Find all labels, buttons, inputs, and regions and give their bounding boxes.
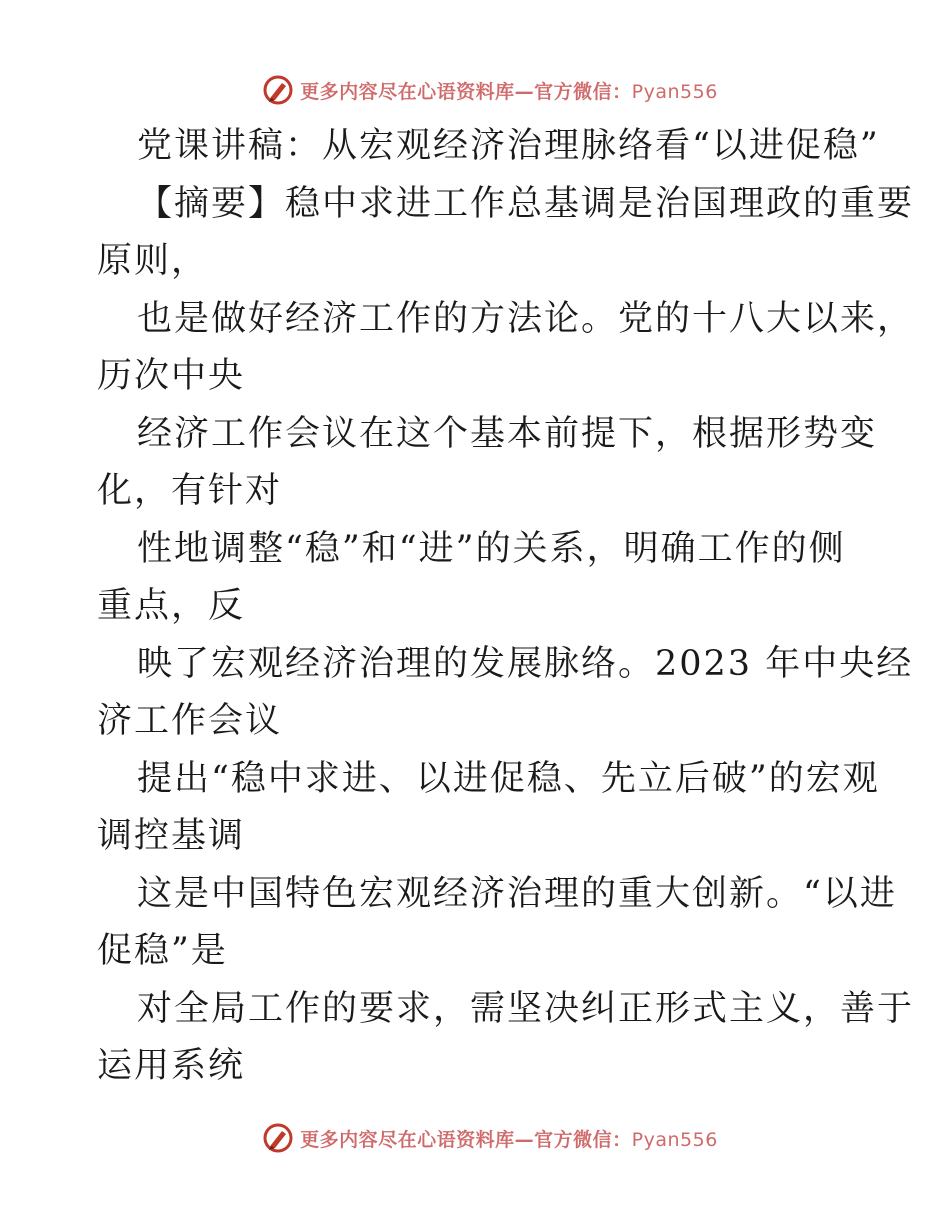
watermark-wechat-id: Pyan556 bbox=[631, 80, 718, 103]
text-line: 促稳”是 bbox=[97, 931, 228, 971]
watermark-text: 更多内容尽在心语资料库—官方微信： bbox=[300, 1128, 632, 1151]
watermark-footer bbox=[0, 1118, 950, 1158]
watermark-header bbox=[0, 70, 950, 110]
text-line: 运用系统 bbox=[97, 1046, 246, 1086]
text-line: 化，有针对 bbox=[97, 471, 283, 511]
pen-logo-icon bbox=[262, 1122, 294, 1154]
watermark-text: 更多内容尽在心语资料库—官方微信： bbox=[300, 80, 632, 103]
watermark-wechat-id: Pyan556 bbox=[631, 1128, 718, 1151]
pen-logo-icon bbox=[262, 74, 294, 106]
text-line: 调控基调 bbox=[97, 816, 246, 856]
text-line: 重点，反 bbox=[97, 586, 246, 626]
text-line: 性地调整“稳”和“进”的关系，明确工作的侧 bbox=[137, 528, 846, 569]
document-body bbox=[97, 118, 915, 1096]
text-line: 济工作会议 bbox=[97, 701, 283, 741]
text-line: 提出“稳中求进、以进促稳、先立后破”的宏观 bbox=[137, 758, 880, 799]
text-line: 也是做好经济工作的方法论。党的十八大以来， bbox=[137, 298, 915, 339]
text-line: 这是中国特色宏观经济治理的重大创新。“以进 bbox=[137, 873, 897, 914]
text-line: 【摘要】稳中求进工作总基调是治国理政的重要 bbox=[137, 183, 915, 224]
text-line: 历次中央 bbox=[97, 356, 246, 396]
text-line: 经济工作会议在这个基本前提下，根据形势变 bbox=[137, 413, 878, 454]
text-line: 映了宏观经济治理的发展脉络。2023 年中央经 bbox=[137, 643, 914, 684]
text-line: 原则， bbox=[97, 241, 209, 281]
text-line: 对全局工作的要求，需坚决纠正形式主义，善于 bbox=[137, 988, 915, 1029]
text-line: 党课讲稿：从宏观经济治理脉络看“以进促稳” bbox=[137, 126, 880, 166]
